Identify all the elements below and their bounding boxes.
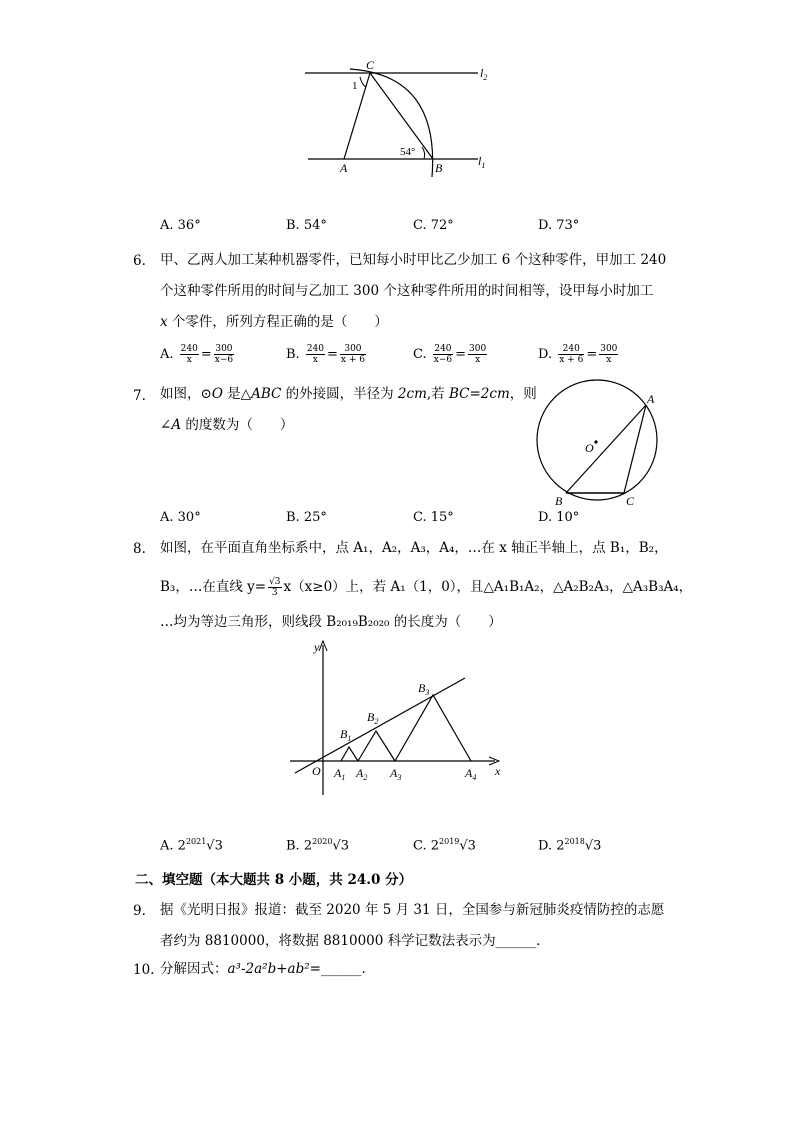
label-B1: $B_1$ [340,727,352,743]
section-heading-fill-in: 二、填空题（本大题共 8 小题，共 24.0 分） [135,872,413,888]
label-C: C [366,58,375,72]
label-A4: $A_4$ [465,766,477,782]
q8-line2: B₃，…在直线 y= $\frac{√3}{3}$ x（x≥0）上，若 A₁（1，0），且△A₁B₁A₂，△A₂B₂A₃，△A₃B₃A₄， [160,577,693,598]
segment-AB [566,405,646,493]
q6-option-c[interactable]: C. $\frac{240}{x-6}$ = $\frac{300}{x}$ [413,344,487,365]
q7-option-b[interactable]: B. 25° [286,510,327,525]
line-y-sqrt3x [295,678,465,773]
label-l1: $l_1$ [478,154,486,170]
q7-option-d[interactable]: D. 10° [538,510,580,525]
q7-line1: 如图，⊙O 是△ABC 的外接圆，半径为 2cm,若 BC=2cm，则 [160,386,537,402]
q5-option-b[interactable]: B. 54° [286,218,327,233]
q6-number: 6. [133,253,146,269]
label-A2: $A_2$ [356,766,368,782]
q5-figure [290,55,510,185]
label-B: B [555,494,563,508]
q6-line3: x 个零件，所列方程正确的是（ ） [160,314,388,330]
q9-line1: 据《光明日报》报道：截至 2020 年 5 月 31 日，全国参与新冠肺炎疫情防控的志愿 [160,902,665,918]
label-A: A [340,161,348,175]
label-B2: $B_2$ [367,710,379,726]
q6-line2: 个这种零件所用的时间与乙加工 300 个这种零件所用的时间相等，设甲每小时加工 [160,283,654,299]
q9-number: 9. [133,903,146,919]
label-B: B [435,161,443,175]
label-A: A [647,392,655,406]
angle-54-arc [422,147,425,159]
label-O: O [585,441,594,455]
q8-option-b[interactable]: B. $2^{2020}√3$ [286,837,350,854]
q8-option-d[interactable]: D. $2^{2018}√3$ [538,837,602,854]
q5-option-a[interactable]: A. 36° [160,218,201,233]
q7-line2: ∠A 的度数为（ ） [160,417,294,433]
label-l2: $l_2$ [480,66,488,82]
triangle-3 [395,695,471,761]
angle-1-arc [360,77,366,87]
label-B3: $B_3$ [418,681,430,697]
label-x: x [495,764,501,778]
q7-number: 7. [133,388,146,404]
label-A1: $A_1$ [334,766,346,782]
q7-option-a[interactable]: A. 30° [160,510,201,525]
q9-line2: 者约为 8810000，将数据 8810000 科学记数法表示为______． [160,933,550,949]
q8-line3: …均为等边三角形，则线段 B₂₀₁₉B₂₀₂₀ 的长度为（ ） [160,614,502,630]
label-angle-1: 1 [352,80,358,92]
segment-AC [624,405,646,493]
q7-option-c[interactable]: C. 15° [413,510,454,525]
q6-option-a[interactable]: A. $\frac{240}{x}$ = $\frac{300}{x-6}$ [160,344,234,365]
q8-option-c[interactable]: C. $2^{2019}√3$ [413,837,476,854]
label-54: 54° [400,146,416,158]
arc [350,69,433,177]
center-dot [594,440,597,443]
q8-option-a[interactable]: A. $2^{2021}√3$ [160,837,223,854]
label-y: y [314,640,320,654]
label-C: C [626,494,635,508]
q6-option-d[interactable]: D. $\frac{240}{x + 6}$ = $\frac{300}{x}$ [538,344,618,365]
label-O: O [312,764,321,778]
q6-option-b[interactable]: B. $\frac{240}{x}$ = $\frac{300}{x + 6}$ [286,344,365,365]
q10-number: 10. [133,962,155,978]
q8-line1: 如图，在平面直角坐标系中，点 A₁，A₂，A₃，A₄，…在 x 轴正半轴上，点 B₁，B₂， [160,540,668,556]
q7-figure [530,380,670,510]
q10-line: 分解因式：a³-2a²b+ab²=______． [160,961,375,977]
q6-line1: 甲、乙两人加工某种机器零件，已知每小时甲比乙少加工 6 个这种零件，甲加工 240 [160,252,667,268]
q5-option-d[interactable]: D. 73° [538,218,580,233]
q5-option-c[interactable]: C. 72° [413,218,454,233]
triangle-2 [358,731,395,761]
circle-O [537,380,657,500]
triangle-1 [341,747,358,761]
q8-figure [285,635,515,805]
label-A3: $A_3$ [390,766,402,782]
q8-number: 8. [133,541,146,557]
